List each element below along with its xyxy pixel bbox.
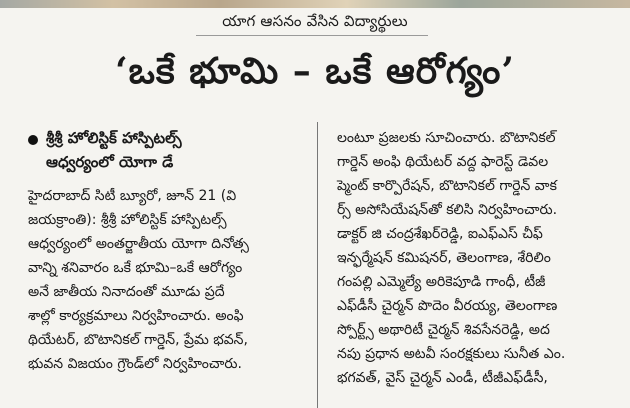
right-column xyxy=(337,126,625,390)
subheading-text xyxy=(46,126,182,174)
subheading-line: ఆధ్వర్యంలో యోగా డే xyxy=(46,153,174,171)
paragraph-line: ర్స్ అసోసియేషన్‌తో కలిసి నిర్వహించారు. xyxy=(337,202,558,218)
paragraph-line: గార్డెన్ అంఫి థియేటర్ వద్ద ఫారెస్ట్ డెవల xyxy=(337,154,549,170)
column-divider xyxy=(317,122,318,408)
paragraph-line: భువన విజయం గ్రౌండ్‌లో నిర్వహించారు. xyxy=(28,356,242,372)
paragraph-line: హైదరాబాద్ సిటీ బ్యూరో, జూన్ 21 (వి xyxy=(28,188,237,204)
caption-underline xyxy=(196,35,428,36)
bullet-icon xyxy=(28,135,38,145)
paragraph-line: ఆధ్వర్యంలో అంతర్జాతీయ యోగా దినోత్స xyxy=(28,236,249,252)
paragraph-line: లంటూ ప్రజలకు సూచించారు. బొటానికల్ xyxy=(337,130,556,146)
paragraph-line: వాన్ని శనివారం ఒకే భూమి–ఒకే ఆరోగ్యం xyxy=(28,260,243,276)
subheading xyxy=(28,126,308,174)
paragraph-line: గంపల్లి ఎమ్మెల్యే అరికెపూడి గాంధీ, టీజీ xyxy=(337,274,546,290)
paragraph-line: భగవత్, వైస్ చైర్మన్ ఎండీ, టీజీఎఫ్‌డీసీ, xyxy=(337,370,548,386)
paragraph-line: నపు ప్రధాన అటవీ సంరక్షకులు సునీత ఎం. xyxy=(337,346,566,362)
paragraph-line: ప్మెంట్ కార్పొరేషన్, బొటానికల్ గార్డెన్ వాక xyxy=(337,178,557,194)
paragraph-line: ఇన్ఫర్మేషన్ కమిషనర్, తెలంగాణ, శేరిలిం xyxy=(337,250,551,266)
paragraph-line: స్పోర్ట్స్ అథారిటీ చైర్మన్ శివసేనరెడ్డి, అద xyxy=(337,322,550,338)
spacer xyxy=(28,174,308,184)
paragraph-line: డాక్టర్ జి చంద్రశేఖర్‌రెడ్డి, ఐఎఫ్ఎస్ చీఫ్ xyxy=(337,226,543,242)
paragraph-line: థియేటర్, బొటానికల్ గార్డెన్, ప్రేమ భవన్, xyxy=(28,332,248,348)
left-column xyxy=(28,126,308,376)
paragraph-line: ఎఫ్‌డీసీ చైర్మన్ పొదెం వీరయ్య, తెలంగాణ xyxy=(337,298,558,314)
photo-edge xyxy=(0,0,630,8)
photo-caption: యాగ ఆసనం వేసిన విద్యార్థులు xyxy=(222,12,408,30)
paragraph-line: జయక్రాంతి): శ్రీశ్రీ హోలిస్టిక్ హాస్పిటల్స్ xyxy=(28,212,227,228)
paragraph-line: శాల్లో కార్యక్రమాలు నిర్వహించారు. అంఫి xyxy=(28,308,244,324)
paragraph-line: అనే జాతీయ నినాదంతో మూడు ప్రదే xyxy=(28,284,225,300)
subheading-line: శ్రీశ్రీ హోలిస్టిక్ హాస్పిటల్స్ xyxy=(46,129,182,147)
headline: ‘ఒకే భూమి – ఒకే ఆరోగ్యం’ xyxy=(115,50,515,92)
